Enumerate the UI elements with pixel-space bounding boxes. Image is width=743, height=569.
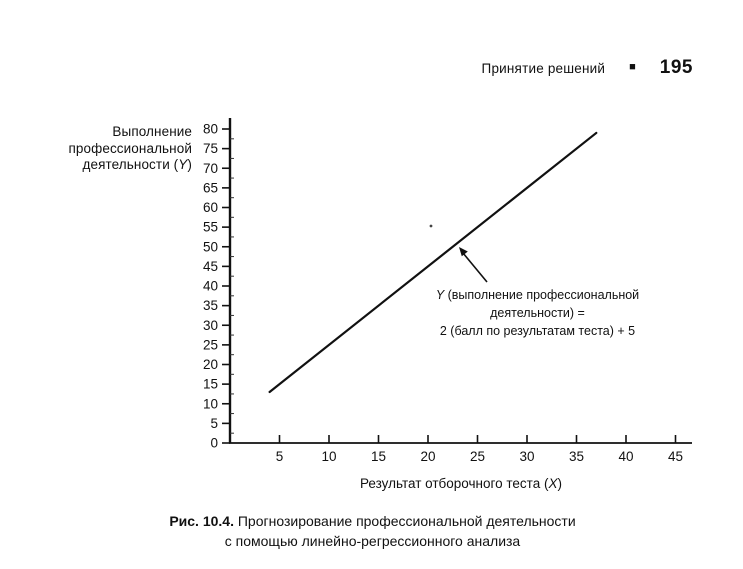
x-variable: X [548, 476, 558, 491]
y-axis-title-line3-post: ) [187, 157, 192, 172]
caption-line1-rest: Прогнозирование профессиональной деятельности [233, 513, 576, 529]
y-tick-label: 0 [210, 435, 218, 451]
y-tick-label: 80 [202, 121, 218, 137]
y-tick-label: 65 [202, 180, 218, 196]
y-tick-label: 10 [202, 396, 218, 412]
caption-line1 [125, 511, 620, 531]
y-tick-label: 60 [202, 200, 218, 215]
y-variable: Y [178, 157, 188, 172]
x-tick-label: 30 [519, 449, 535, 464]
y-tick-label: 40 [202, 278, 218, 294]
y-tick-label: 5 [210, 415, 218, 431]
annotation-line3: 2 (балл по результатам теста) + 5 [439, 324, 636, 338]
x-tick-label: 20 [420, 449, 436, 464]
regression-line [270, 133, 597, 392]
annotation-line2: деятельности) = [490, 306, 585, 320]
x-tick-label: 15 [370, 449, 387, 464]
x-axis-title [330, 476, 592, 491]
x-tick-label: 25 [469, 449, 486, 464]
y-tick-label: 20 [202, 357, 218, 372]
x-axis-title-post: ) [557, 476, 562, 491]
y-axis-title-line1: Выполнение [112, 124, 192, 139]
series-line [270, 133, 597, 392]
y-tick-label: 55 [202, 219, 218, 235]
x-tick-label: 40 [618, 449, 634, 464]
y-tick-label: 15 [202, 376, 218, 392]
y-tick-label: 25 [202, 337, 218, 353]
annotation-y-variable: Y [435, 288, 445, 302]
page-number: 195 [659, 57, 693, 78]
y-tick-label: 50 [202, 239, 218, 255]
annotation-arrow [459, 247, 487, 282]
y-axis-title-line3-pre: деятельности ( [82, 157, 179, 172]
x-tick-label: 10 [321, 449, 337, 464]
y-axis-title-line2: профессиональной [68, 140, 192, 156]
y-tick-label: 70 [202, 160, 218, 176]
x-tick-label: 45 [667, 449, 684, 464]
figure-number: Рис. 10.4. [169, 513, 234, 529]
annotation-line1 [400, 286, 675, 304]
y-tick-label: 30 [202, 317, 218, 333]
x-tick-label: 5 [275, 449, 284, 464]
x-tick-label: 35 [568, 449, 585, 464]
y-tick-label: 45 [202, 258, 218, 274]
header-title: Принятие решений [481, 60, 606, 76]
equation-annotation [400, 286, 675, 340]
y-tick-label: 75 [202, 141, 218, 157]
y-tick-label: 35 [202, 298, 218, 314]
annotation-line1-rest: (выполнение профессиональной [444, 288, 640, 302]
square-bullet-icon: ■ [629, 60, 636, 73]
figure-caption [125, 511, 620, 551]
x-axis-title-pre: Результат отборочного теста ( [360, 476, 549, 491]
caption-line2: с помощью линейно-регрессионного анализа [224, 533, 521, 549]
stray-dot [430, 225, 433, 228]
